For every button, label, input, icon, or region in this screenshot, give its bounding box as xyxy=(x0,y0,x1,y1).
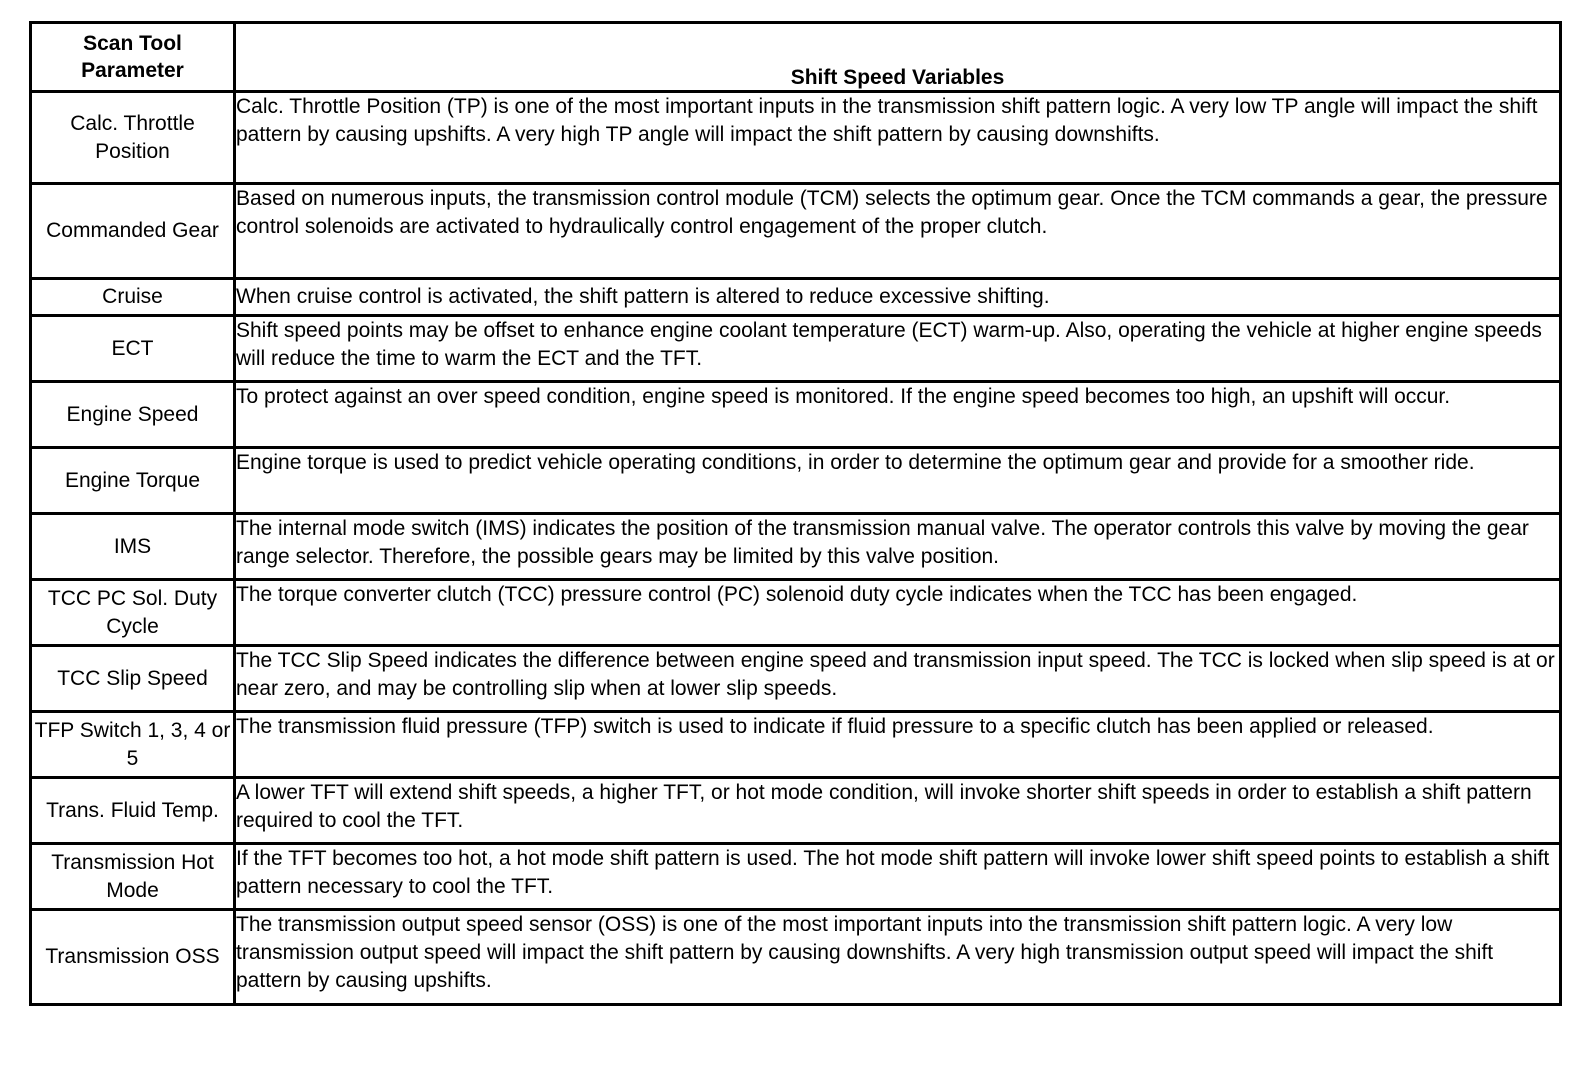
table-row xyxy=(31,580,1561,646)
table-row xyxy=(31,382,1561,448)
table-row xyxy=(31,844,1561,910)
row-parameter: Cruise xyxy=(31,279,235,316)
row-description: Shift speed points may be offset to enhance engine coolant temperature (ECT) warm-up. Also, operating the vehicle at higher engine speeds will reduce the time to warm the ECT and the TFT. xyxy=(235,316,1561,382)
row-description: Calc. Throttle Position (TP) is one of the most important inputs in the transmission shift pattern logic. A very low TP angle will impact the shift pattern by causing upshifts. A very high TP angle will impact the shift pattern by causing downshifts. xyxy=(235,92,1561,184)
row-parameter: Calc. Throttle Position xyxy=(31,92,235,184)
row-description: The internal mode switch (IMS) indicates the position of the transmission manual valve. The operator controls this valve by moving the gear range selector. Therefore, the possible gears may be limited by this valve position. xyxy=(235,514,1561,580)
row-description: The torque converter clutch (TCC) pressure control (PC) solenoid duty cycle indicates when the TCC has been engaged. xyxy=(235,580,1561,646)
row-parameter: TCC PC Sol. Duty Cycle xyxy=(31,580,235,646)
table-row xyxy=(31,279,1561,316)
row-description: The transmission output speed sensor (OSS) is one of the most important inputs into the transmission shift pattern logic. A very low transmission output speed will impact the shift pattern by causing downshifts. A very high transmission output speed will impact the shift pattern by causing upshifts. xyxy=(235,910,1561,1005)
table-row xyxy=(31,514,1561,580)
table-row xyxy=(31,646,1561,712)
header-scan-tool-parameter: Scan Tool Parameter xyxy=(31,23,235,92)
table-row xyxy=(31,92,1561,184)
row-description: Based on numerous inputs, the transmission control module (TCM) selects the optimum gear. Once the TCM commands a gear, the pressure control solenoids are activated to hydraulically control engagement of the proper clutch. xyxy=(235,184,1561,279)
table-row xyxy=(31,184,1561,279)
row-parameter: TCC Slip Speed xyxy=(31,646,235,712)
row-description: To protect against an over speed condition, engine speed is monitored. If the engine speed becomes too high, an upshift will occur. xyxy=(235,382,1561,448)
row-parameter: Transmission OSS xyxy=(31,910,235,1005)
row-parameter: ECT xyxy=(31,316,235,382)
table-header-row xyxy=(31,23,1561,92)
table-row xyxy=(31,316,1561,382)
row-description: When cruise control is activated, the shift pattern is altered to reduce excessive shifting. xyxy=(235,279,1561,316)
row-description: The transmission fluid pressure (TFP) switch is used to indicate if fluid pressure to a specific clutch has been applied or released. xyxy=(235,712,1561,778)
row-parameter: Commanded Gear xyxy=(31,184,235,279)
table-row xyxy=(31,448,1561,514)
row-parameter: Engine Speed xyxy=(31,382,235,448)
table-row xyxy=(31,910,1561,1005)
row-parameter: IMS xyxy=(31,514,235,580)
row-description: Engine torque is used to predict vehicle operating conditions, in order to determine the optimum gear and provide for a smoother ride. xyxy=(235,448,1561,514)
header-shift-speed-variables: Shift Speed Variables xyxy=(235,23,1561,92)
table-row xyxy=(31,778,1561,844)
shift-speed-variables-table xyxy=(29,21,1562,1006)
row-parameter: Engine Torque xyxy=(31,448,235,514)
row-parameter: TFP Switch 1, 3, 4 or 5 xyxy=(31,712,235,778)
row-parameter: Transmission Hot Mode xyxy=(31,844,235,910)
row-parameter: Trans. Fluid Temp. xyxy=(31,778,235,844)
row-description: If the TFT becomes too hot, a hot mode shift pattern is used. The hot mode shift pattern will invoke lower shift speed points to establish a shift pattern necessary to cool the TFT. xyxy=(235,844,1561,910)
row-description: The TCC Slip Speed indicates the difference between engine speed and transmission input speed. The TCC is locked when slip speed is at or near zero, and may be controlling slip when at lower slip speeds. xyxy=(235,646,1561,712)
table-row xyxy=(31,712,1561,778)
row-description: A lower TFT will extend shift speeds, a higher TFT, or hot mode condition, will invoke shorter shift speeds in order to establish a shift pattern required to cool the TFT. xyxy=(235,778,1561,844)
